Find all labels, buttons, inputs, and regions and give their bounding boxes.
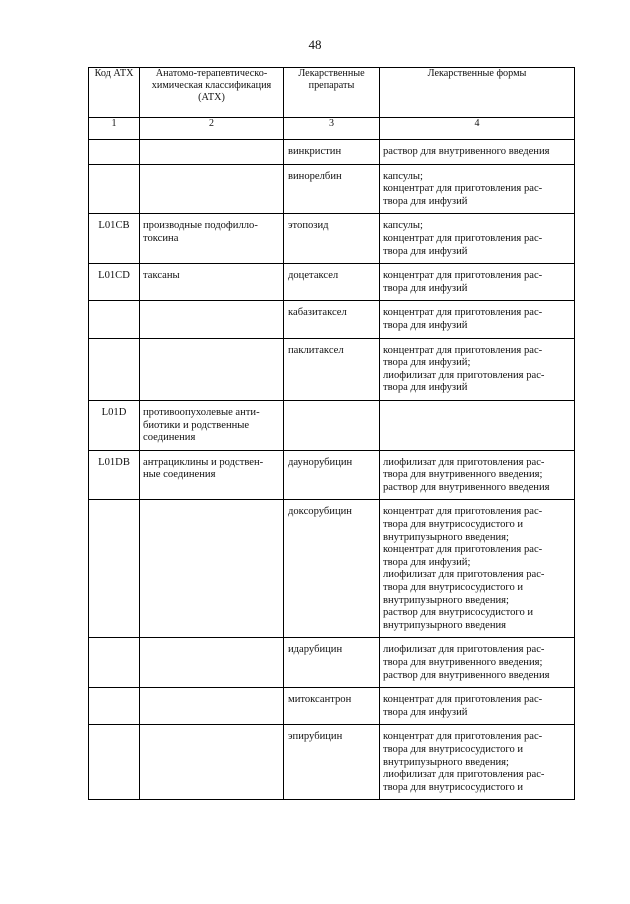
dosage-forms-cell-text: капсулы; концентрат для приготовления рас- твора для инфузий: [383, 170, 543, 207]
atx-code-cell: [89, 638, 140, 688]
atx-code-cell: [89, 688, 140, 725]
table-row: [89, 140, 575, 165]
drug-name-cell: [284, 164, 380, 214]
drug-name-cell-text: кабазитаксел: [288, 307, 347, 319]
atx-code-cell-text: [89, 688, 139, 699]
header-drugs: Лекарственные препараты: [284, 68, 380, 118]
drug-name-cell-text: митоксантрон: [288, 694, 352, 706]
drug-name-cell: [284, 688, 380, 725]
atx-class-cell: [140, 164, 284, 214]
drug-name-cell: [284, 638, 380, 688]
atx-class-cell: [140, 338, 284, 400]
table-header: [89, 68, 575, 140]
dosage-forms-cell-text: концентрат для приготовления рас- твора для внутрисосудистого и внутрипузырного введения; концентрат для приготовления рас- твора для инфузий; лиофилизат для приготовления рас- твора для внутрисосудистого и внутрипузырного введения; раствор для внутрисосудистого и внутрипузырного введения: [383, 506, 545, 631]
dosage-forms-cell: [380, 450, 575, 500]
dosage-forms-cell: [380, 164, 575, 214]
atx-code-cell-text: [89, 725, 139, 736]
atx-code-cell-text: [89, 165, 139, 176]
table-body: [89, 140, 575, 800]
atx-class-cell: [140, 400, 284, 450]
atx-code-cell-text: [89, 500, 139, 511]
atx-drug-table: [88, 67, 575, 800]
atx-class-cell: [140, 140, 284, 165]
atx-code-cell-text: [89, 339, 139, 350]
dosage-forms-cell: [380, 638, 575, 688]
atx-class-cell-text: [140, 140, 283, 151]
atx-class-cell: [140, 688, 284, 725]
atx-code-cell-text: [89, 638, 139, 649]
atx-class-cell-text: [140, 638, 283, 649]
dosage-forms-cell-text: [380, 401, 574, 412]
dosage-forms-cell: [380, 400, 575, 450]
atx-code-cell-text: L01D: [101, 406, 127, 418]
atx-code-cell-text: L01CB: [98, 220, 130, 232]
table-row: [89, 338, 575, 400]
atx-class-cell: [140, 500, 284, 638]
dosage-forms-cell-text: лиофилизат для приготовления рас- твора для внутривенного введения; раствор для внутривенного введения: [383, 456, 550, 493]
table-row: [89, 450, 575, 500]
atx-code-cell: [89, 450, 140, 500]
column-number: 2: [140, 118, 284, 140]
atx-class-cell-text: таксаны: [143, 270, 180, 282]
drug-name-cell-text: идарубицин: [288, 644, 343, 656]
drug-name-cell: [284, 301, 380, 338]
atx-code-cell-text: [89, 301, 139, 312]
atx-class-cell-text: [140, 500, 283, 511]
column-number: 3: [284, 118, 380, 140]
atx-code-cell: [89, 140, 140, 165]
atx-class-cell-text: [140, 339, 283, 350]
dosage-forms-cell-text: концентрат для приготовления рас- твора для инфузий; лиофилизат для приготовления рас- твора для инфузий: [383, 344, 545, 394]
atx-class-cell: [140, 450, 284, 500]
atx-class-cell: [140, 638, 284, 688]
header-atx-classification: Анатомо-терапевтическо- химическая классификация (АТХ): [140, 68, 284, 118]
table-row: [89, 264, 575, 301]
dosage-forms-cell-text: капсулы; концентрат для приготовления рас- твора для инфузий: [383, 220, 543, 257]
header-atx-code: Код АТХ: [89, 68, 140, 118]
atx-code-cell: [89, 214, 140, 264]
dosage-forms-cell: [380, 725, 575, 800]
atx-code-cell-text: [89, 140, 139, 151]
dosage-forms-cell-text: концентрат для приготовления рас- твора для инфузий: [383, 307, 543, 331]
column-number: 4: [380, 118, 575, 140]
page-number: 48: [308, 37, 322, 52]
atx-class-cell: [140, 725, 284, 800]
drug-name-cell: [284, 400, 380, 450]
drug-name-cell: [284, 725, 380, 800]
atx-code-cell: [89, 264, 140, 301]
column-number: 1: [89, 118, 140, 140]
atx-code-cell-text: L01CD: [98, 270, 130, 282]
drug-name-cell: [284, 140, 380, 165]
drug-name-cell-text: винкристин: [288, 146, 342, 157]
atx-class-cell-text: производные подофилло- токсина: [143, 220, 258, 244]
atx-code-cell: [89, 725, 140, 800]
drug-name-cell-text: даунорубицин: [288, 456, 353, 468]
atx-class-cell-text: [140, 688, 283, 699]
dosage-forms-cell: [380, 500, 575, 638]
drug-name-cell-text: этопозид: [288, 220, 329, 232]
atx-class-cell-text: противоопухолевые анти- биотики и родственные соединения: [143, 406, 260, 444]
dosage-forms-cell-text: концентрат для приготовления рас- твора для инфузий: [383, 270, 543, 294]
header-dosage-forms: Лекарственные формы: [380, 68, 575, 118]
drug-name-cell-text: доцетаксел: [288, 270, 339, 282]
table-row: [89, 214, 575, 264]
atx-code-cell: [89, 301, 140, 338]
table-row: [89, 400, 575, 450]
atx-code-cell: [89, 338, 140, 400]
dosage-forms-cell: [380, 301, 575, 338]
dosage-forms-cell: [380, 214, 575, 264]
dosage-forms-cell: [380, 264, 575, 301]
atx-class-cell: [140, 214, 284, 264]
drug-name-cell-text: доксорубицин: [288, 506, 352, 518]
drug-name-cell-text: эпирубицин: [288, 731, 343, 743]
dosage-forms-cell: [380, 140, 575, 165]
atx-class-cell: [140, 301, 284, 338]
drug-name-cell: [284, 338, 380, 400]
atx-class-cell: [140, 264, 284, 301]
dosage-forms-cell-text: концентрат для приготовления рас- твора для инфузий: [383, 694, 543, 718]
drug-name-cell-text: винорелбин: [288, 170, 342, 182]
atx-code-cell: [89, 164, 140, 214]
table-row: [89, 301, 575, 338]
drug-name-cell-text: [284, 401, 379, 412]
dosage-forms-cell: [380, 688, 575, 725]
atx-class-cell-text: [140, 301, 283, 312]
atx-class-cell-text: [140, 165, 283, 176]
dosage-forms-cell-text: концентрат для приготовления рас- твора для внутрисосудистого и внутрипузырного введения; лиофилизат для приготовления рас- твора для внутрисосудистого и: [383, 731, 545, 793]
atx-code-cell: [89, 500, 140, 638]
dosage-forms-cell-text: раствор для внутривенного введения: [383, 146, 550, 157]
drug-name-cell: [284, 450, 380, 500]
table-row: [89, 164, 575, 214]
atx-class-cell-text: антрациклины и родствен- ные соединения: [143, 456, 264, 481]
dosage-forms-cell: [380, 338, 575, 400]
atx-class-cell-text: [140, 725, 283, 736]
atx-code-cell-text: L01DB: [98, 456, 130, 468]
drug-name-cell-text: паклитаксел: [288, 344, 344, 356]
atx-code-cell: [89, 400, 140, 450]
table-row: [89, 638, 575, 688]
table-row: [89, 725, 575, 800]
drug-name-cell: [284, 500, 380, 638]
table-row: [89, 688, 575, 725]
drug-name-cell: [284, 264, 380, 301]
drug-name-cell: [284, 214, 380, 264]
table-row: [89, 500, 575, 638]
dosage-forms-cell-text: лиофилизат для приготовления рас- твора для внутривенного введения; раствор для внутривенного введения: [383, 644, 550, 681]
